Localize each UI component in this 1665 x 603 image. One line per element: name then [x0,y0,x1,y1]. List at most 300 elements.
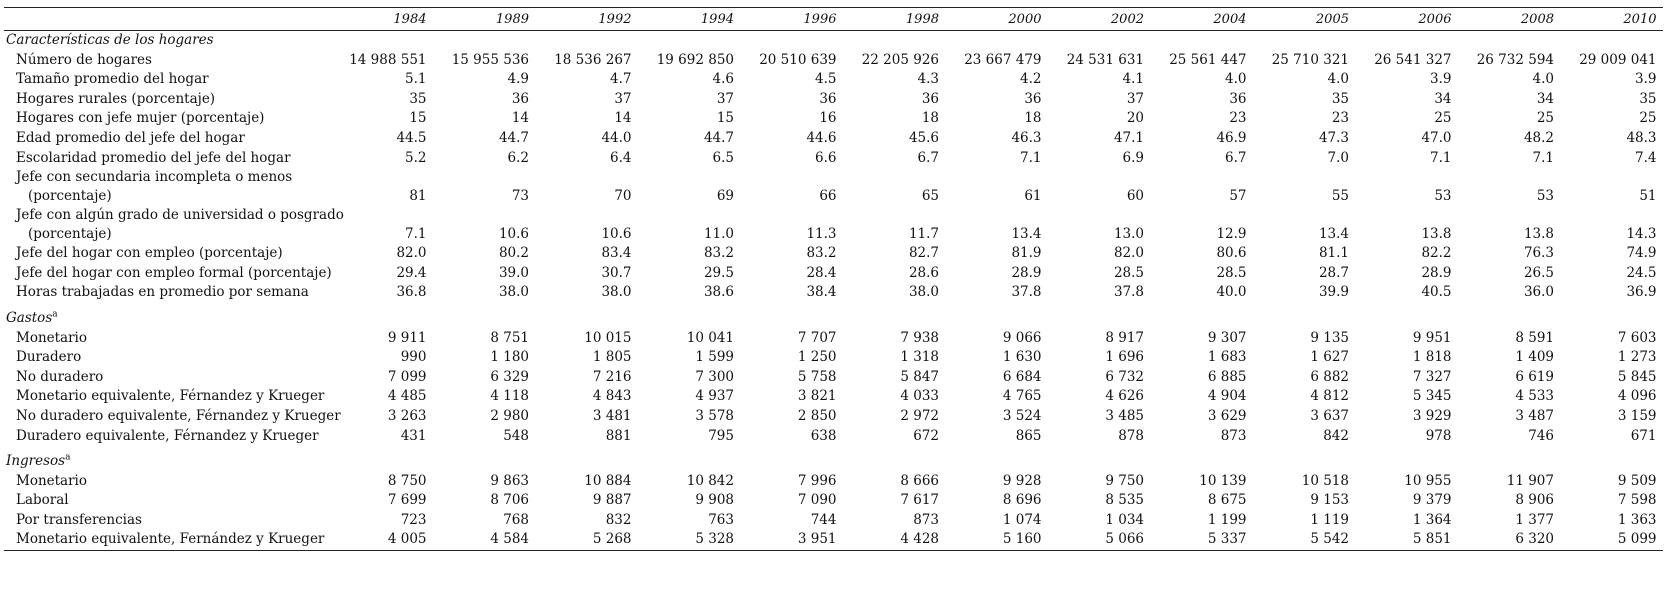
value-cell: 70 [614,188,632,205]
value-cell: 12.9 [1216,226,1247,243]
row-label: Hogares con jefe mujer (porcentaje) [16,110,265,127]
value-cell: 9 135 [1310,329,1349,346]
year-header-row [4,8,1663,31]
value-cell: 83.2 [703,245,734,262]
table-row [4,329,1663,349]
value-cell: 13.4 [1011,226,1042,243]
value-cell: 1 119 [1310,511,1349,528]
value-cell: 26 732 594 [1476,51,1554,68]
table-row [4,187,1663,206]
value-cell: 3 487 [1515,407,1554,424]
value-cell: 638 [810,427,837,444]
value-cell: 978 [1425,427,1452,444]
value-cell: 36.9 [1626,284,1657,301]
value-cell: 746 [1528,427,1554,444]
value-cell: 6.7 [917,149,939,166]
value-cell: 3 951 [740,530,843,550]
value-cell: 5 160 [945,530,1048,550]
value-cell: 1 273 [1617,349,1657,366]
value-cell: 26 541 327 [1374,51,1452,68]
value-cell: 28.4 [806,264,837,281]
value-cell: 7 216 [592,368,632,385]
value-cell: 1 409 [1515,349,1554,366]
value-cell: 19 692 850 [656,51,734,68]
table-row [4,283,1663,303]
value-cell: 1 599 [695,349,734,366]
table-row-label-line [4,206,1663,225]
value-cell: 26.5 [1523,264,1554,281]
value-cell: 14 [614,110,632,127]
value-cell: 671 [1630,427,1657,444]
value-cell: 73 [511,188,529,205]
row-label: Monetario [16,329,88,346]
footnote-marker: a [52,309,58,320]
value-cell: 1 627 [1310,349,1349,366]
value-cell: 38.0 [908,284,939,301]
value-cell: 4 533 [1515,388,1554,405]
value-cell: 1 818 [1412,349,1452,366]
value-cell: 5 099 [1560,530,1663,550]
value-cell: 3 637 [1310,407,1349,424]
table-row [4,368,1663,388]
value-cell: 48.2 [1523,129,1554,146]
value-cell: 1 805 [592,349,632,366]
value-cell: 37.8 [1011,284,1042,301]
value-cell: 832 [605,511,632,528]
value-cell: 8 917 [1105,329,1144,346]
value-cell: 28.5 [1216,264,1247,281]
value-cell: 28.5 [1113,264,1144,281]
value-cell: 9 951 [1412,329,1452,346]
row-label: Tamaño promedio del hogar [16,71,209,88]
value-cell: 878 [1118,427,1144,444]
table-row [4,129,1663,149]
value-cell: 1 363 [1617,511,1657,528]
value-cell: 38.0 [601,284,632,301]
section-title [4,452,1663,472]
value-cell: 1 364 [1412,511,1452,528]
value-cell: 82.2 [1421,245,1452,262]
section-title-text: Gastos [6,309,53,326]
value-cell: 4 033 [900,388,939,405]
value-cell: 5.2 [405,149,427,166]
value-cell: 4 005 [330,530,433,550]
row-label: Por transferencias [16,511,142,528]
table-row [4,225,1663,244]
value-cell: 3 629 [1207,407,1247,424]
value-cell: 24.5 [1626,264,1657,281]
value-cell: 13.8 [1523,226,1554,243]
value-cell: 3 929 [1412,407,1452,424]
value-cell: 3 524 [1002,407,1042,424]
value-cell: 36 [511,90,529,107]
value-cell: 6 882 [1310,368,1349,385]
value-cell: 10 518 [1301,472,1349,489]
value-cell: 53 [1536,188,1554,205]
section-title-text: Ingresos [6,453,66,470]
value-cell: 34 [1434,90,1452,107]
value-cell: 18 [1024,110,1042,127]
value-cell: 7 617 [900,492,939,509]
value-cell: 14 988 551 [349,51,427,68]
value-cell: 36 [1229,90,1247,107]
value-cell: 44.7 [498,129,529,146]
year-header-cell: 2006 [1355,8,1458,31]
value-cell: 3.9 [1430,71,1452,88]
table-row [4,51,1663,71]
value-cell: 7 938 [900,329,939,346]
value-cell: 1 199 [1207,511,1247,528]
value-cell: 5 337 [1150,530,1253,550]
value-cell: 15 [716,110,734,127]
value-cell: 23 667 479 [964,51,1042,68]
table-row [4,70,1663,90]
row-label: Edad promedio del jefe del hogar [16,129,245,146]
value-cell: 38.0 [498,284,529,301]
value-cell: 39.9 [1318,284,1349,301]
value-cell: 25 [1434,110,1452,127]
value-cell: 61 [1024,188,1042,205]
value-cell: 4 812 [1310,388,1349,405]
value-cell: 7 603 [1617,329,1657,346]
value-cell: 4 626 [1105,388,1144,405]
value-cell: 29 009 041 [1579,51,1657,68]
value-cell: 15 955 536 [451,51,529,68]
value-cell: 4.1 [1122,71,1144,88]
value-cell: 672 [913,427,939,444]
value-cell: 7 300 [695,368,734,385]
footnote-marker: a [65,452,71,463]
value-cell: 35 [1639,90,1657,107]
year-header-cell: 1989 [433,8,536,31]
value-cell: 1 034 [1105,511,1144,528]
value-cell: 37 [614,90,632,107]
value-cell: 38.4 [806,284,837,301]
value-cell: 4.0 [1225,71,1247,88]
value-cell: 3 821 [797,388,837,405]
value-cell: 37 [1126,90,1144,107]
value-cell: 763 [708,511,734,528]
value-cell: 1 630 [1002,349,1042,366]
data-table-container [4,7,1662,551]
value-cell: 5 542 [1253,530,1356,550]
year-header-cell: 2000 [945,8,1048,31]
value-cell: 18 [921,110,939,127]
value-cell: 13.0 [1113,226,1144,243]
value-cell: 9 509 [1617,472,1657,489]
value-cell: 7 327 [1412,368,1452,385]
table-row [4,90,1663,110]
value-cell: 25 561 447 [1169,51,1247,68]
value-cell: 7.1 [1430,149,1452,166]
year-header-cell: 1984 [330,8,433,31]
row-label: Jefe con secundaria incompleta o menos [16,169,293,186]
value-cell: 23 [1331,110,1349,127]
value-cell: 40.5 [1421,284,1452,301]
table-row [4,427,1663,447]
value-cell: 11.3 [806,226,837,243]
value-cell: 47.3 [1318,129,1349,146]
value-cell: 47.0 [1421,129,1452,146]
year-header-cell: 1998 [843,8,946,31]
row-label: No duradero equivalente, Férnandez y Krueger [16,407,341,424]
value-cell: 8 696 [1002,492,1042,509]
value-cell: 82.7 [908,245,939,262]
table-row [4,149,1663,169]
value-cell: 4.6 [712,71,734,88]
value-cell: 548 [503,427,529,444]
value-cell: 25 [1536,110,1554,127]
value-cell: 36.8 [396,284,427,301]
row-label: Duradero [16,349,82,366]
row-label: Duradero equivalente, Férnandez y Krueger [16,427,319,444]
table-row [4,348,1663,368]
value-cell: 44.5 [396,129,427,146]
value-cell: 4 843 [592,388,632,405]
value-cell: 28.6 [908,264,939,281]
value-cell: 8 750 [387,472,427,489]
value-cell: 74.9 [1626,245,1657,262]
value-cell: 4.2 [1020,71,1042,88]
value-cell: 25 [1639,110,1657,127]
value-cell: 4 904 [1207,388,1247,405]
value-cell: 8 751 [490,329,529,346]
value-cell: 4.5 [815,71,837,88]
year-header-cell: 2010 [1560,8,1663,31]
row-label: Laboral [16,492,69,509]
value-cell: 53 [1434,188,1452,205]
value-cell: 24 531 631 [1066,51,1144,68]
value-cell: 865 [1015,427,1042,444]
value-cell: 5 268 [535,530,638,550]
value-cell: 7 996 [797,472,837,489]
value-cell: 14 [511,110,529,127]
value-cell: 5 851 [1355,530,1458,550]
value-cell: 873 [1220,427,1247,444]
value-cell: 6 619 [1515,368,1554,385]
value-cell: 80.2 [498,245,529,262]
section-title [4,309,1663,329]
year-header-cell: 1994 [638,8,741,31]
value-cell: 2 972 [900,407,939,424]
value-cell: 7.0 [1327,149,1349,166]
value-cell: 46.9 [1216,129,1247,146]
value-cell: 16 [819,110,837,127]
value-cell: 2 850 [797,407,837,424]
value-cell: 9 908 [695,492,734,509]
table-row-label-line [4,168,1663,187]
value-cell: 11.0 [703,226,734,243]
value-cell: 6.2 [507,149,529,166]
value-cell: 1 683 [1207,349,1247,366]
section-expenses [4,309,1663,329]
value-cell: 7 099 [387,368,427,385]
value-cell: 9 928 [1002,472,1042,489]
value-cell: 38.6 [703,284,734,301]
value-cell: 29.5 [703,264,734,281]
value-cell: 1 180 [490,349,529,366]
value-cell: 10 842 [686,472,734,489]
value-cell: 15 [409,110,427,127]
value-cell: 7.1 [405,226,427,243]
value-cell: 842 [1323,427,1349,444]
value-cell: 34 [1536,90,1554,107]
value-cell: 28.9 [1421,264,1452,281]
value-cell: 6.9 [1122,149,1144,166]
value-cell: 29.4 [396,264,427,281]
table-body [4,31,1663,551]
value-cell: 4.0 [1532,71,1554,88]
value-cell: 28.9 [1011,264,1042,281]
value-cell: 48.3 [1626,129,1657,146]
value-cell: 81.1 [1318,245,1349,262]
value-cell: 83.2 [806,245,837,262]
value-cell: 57 [1229,188,1247,205]
value-cell: 4 584 [433,530,536,550]
value-cell: 36.0 [1523,284,1554,301]
row-label: Número de hogares [16,51,152,68]
value-cell: 9 066 [1002,329,1042,346]
value-cell: 23 [1229,110,1247,127]
row-label: No duradero [16,368,104,385]
value-cell: 8 906 [1515,492,1554,509]
value-cell: 81.9 [1011,245,1042,262]
value-cell: 60 [1126,188,1144,205]
value-cell: 10 884 [584,472,632,489]
value-cell: 11 907 [1506,472,1554,489]
value-cell: 7 707 [797,329,837,346]
value-cell: 1 074 [1002,511,1042,528]
value-cell: 10 015 [584,329,632,346]
value-cell: 10.6 [601,226,632,243]
table-row [4,109,1663,129]
value-cell: 13.4 [1318,226,1349,243]
row-label: Monetario [16,472,88,489]
value-cell: 7 598 [1617,492,1657,509]
value-cell: 1 250 [797,349,837,366]
value-cell: 8 591 [1515,329,1554,346]
row-label: Escolaridad promedio del jefe del hogar [16,149,291,166]
value-cell: 5 847 [900,368,939,385]
value-cell: 81 [409,188,427,205]
value-cell: 8 675 [1207,492,1247,509]
value-cell: 4.3 [917,71,939,88]
table-row [4,472,1663,492]
value-cell: 20 [1126,110,1144,127]
value-cell: 6.7 [1225,149,1247,166]
value-cell: 83.4 [601,245,632,262]
value-cell: 990 [400,349,427,366]
value-cell: 7 090 [797,492,837,509]
value-cell: 3 481 [592,407,632,424]
value-cell: 6 732 [1105,368,1144,385]
value-cell: 1 318 [900,349,939,366]
value-cell: 6.6 [815,149,837,166]
value-cell: 37.8 [1113,284,1144,301]
value-cell: 4 428 [843,530,946,550]
row-label: Jefe con algún grado de universidad o posgrado [16,207,344,224]
value-cell: 5 345 [1412,388,1452,405]
year-header-cell: 1992 [535,8,638,31]
value-cell: 66 [819,188,837,205]
value-cell: 4.0 [1327,71,1349,88]
value-cell: 9 863 [490,472,529,489]
value-cell: 36 [819,90,837,107]
value-cell: 22 205 926 [861,51,939,68]
value-cell: 45.6 [908,129,939,146]
year-header-cell: 2002 [1048,8,1151,31]
value-cell: 18 536 267 [554,51,632,68]
section-income [4,452,1663,472]
value-cell: 3 159 [1617,407,1657,424]
table-row [4,407,1663,427]
value-cell: 7.1 [1532,149,1554,166]
value-cell: 9 307 [1207,329,1247,346]
row-label-continuation: (porcentaje) [28,188,112,205]
value-cell: 4 765 [1002,388,1042,405]
table-row [4,530,1663,550]
value-cell: 14.3 [1626,226,1657,243]
value-cell: 7.4 [1635,149,1657,166]
value-cell: 7.1 [1020,149,1042,166]
value-cell: 9 750 [1105,472,1144,489]
value-cell: 723 [400,511,427,528]
value-cell: 4 937 [695,388,734,405]
value-cell: 9 153 [1310,492,1349,509]
value-cell: 5.1 [405,71,427,88]
value-cell: 1 696 [1105,349,1144,366]
value-cell: 9 379 [1412,492,1452,509]
value-cell: 9 887 [592,492,632,509]
value-cell: 28.7 [1318,264,1349,281]
table-row [4,244,1663,264]
value-cell: 431 [400,427,427,444]
value-cell: 36 [921,90,939,107]
value-cell: 2 980 [490,407,529,424]
value-cell: 4 485 [387,388,427,405]
header-blank [4,8,330,31]
value-cell: 4 118 [490,388,529,405]
row-label: Hogares rurales (porcentaje) [16,90,216,107]
value-cell: 10.6 [498,226,529,243]
value-cell: 82.0 [1113,245,1144,262]
year-header-cell: 2004 [1150,8,1253,31]
value-cell: 4.7 [610,71,632,88]
value-cell: 881 [605,427,632,444]
value-cell: 3 485 [1105,407,1144,424]
value-cell: 35 [1331,90,1349,107]
value-cell: 51 [1639,188,1657,205]
table-row [4,511,1663,531]
value-cell: 6 320 [1458,530,1561,550]
value-cell: 5 328 [638,530,741,550]
value-cell: 6.4 [610,149,632,166]
year-header-cell: 2005 [1253,8,1356,31]
value-cell: 8 706 [490,492,529,509]
table-row [4,491,1663,511]
value-cell: 36 [1024,90,1042,107]
value-cell: 873 [913,511,939,528]
row-label-continuation: (porcentaje) [28,226,112,243]
table-row [4,264,1663,284]
value-cell: 8 666 [900,472,939,489]
value-cell: 6 684 [1002,368,1042,385]
section-title [4,31,1663,51]
section-title-text: Características de los hogares [6,32,214,48]
value-cell: 30.7 [601,264,632,281]
value-cell: 7 699 [387,492,427,509]
row-label: Monetario equivalente, Férnandez y Krueger [16,388,325,405]
